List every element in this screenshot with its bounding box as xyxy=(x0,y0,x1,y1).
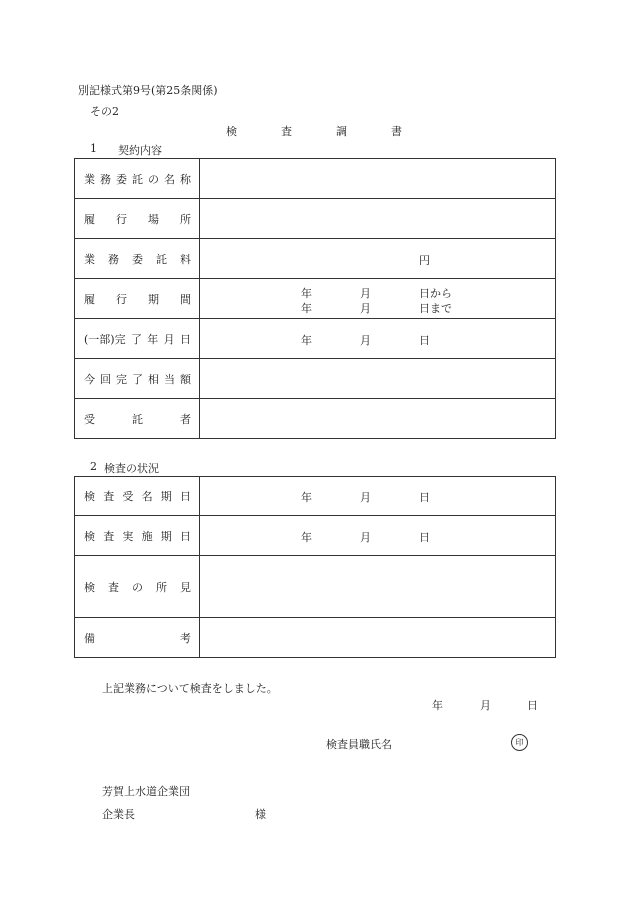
label-char: 額 xyxy=(180,372,191,386)
honorific: 様 xyxy=(255,808,266,821)
table-row xyxy=(75,159,556,199)
section1-title: 契約内容 xyxy=(118,144,162,157)
label-char: 託 xyxy=(156,252,167,266)
request-day: 日 xyxy=(419,491,430,504)
yen-unit: 円 xyxy=(419,254,430,267)
label-char: 間 xyxy=(180,292,191,306)
sign-day: 日 xyxy=(527,699,538,712)
inspection-status-table xyxy=(74,476,556,658)
label-char: 業 xyxy=(84,172,95,186)
table-row xyxy=(75,618,556,658)
label-char: 検 xyxy=(84,490,95,503)
label-char: 月 xyxy=(163,332,175,346)
table-row xyxy=(75,199,556,239)
label-char: 施 xyxy=(141,529,153,543)
period-end-month: 月 xyxy=(360,302,371,315)
label-char: 査 xyxy=(103,490,115,503)
completion-month: 月 xyxy=(360,334,371,347)
period-start-day: 日から xyxy=(419,287,452,300)
table-row xyxy=(75,279,556,319)
label-char: 今 xyxy=(84,372,95,386)
period-field[interactable] xyxy=(200,279,556,319)
inspector-name-label: 検査員職氏名 xyxy=(326,738,392,751)
label-char: 務 xyxy=(100,172,111,186)
form-number: 別記様式第9号(第25条関係) xyxy=(78,84,218,97)
label-char: 名 xyxy=(164,172,175,186)
contract-fee-field[interactable] xyxy=(200,239,556,279)
completed-amount-field[interactable] xyxy=(200,359,556,399)
row-label xyxy=(75,199,200,239)
label-char: 日 xyxy=(179,529,191,543)
section2-number: 2 xyxy=(90,460,97,473)
label-char: 回 xyxy=(100,372,111,386)
title-char: 検 xyxy=(226,125,237,138)
inspection-findings-field[interactable] xyxy=(200,556,556,618)
label-char: 完 xyxy=(116,372,127,386)
row-label xyxy=(75,279,200,319)
label-char: 年 xyxy=(147,332,159,346)
label-char: 見 xyxy=(180,580,191,594)
label-char: 業 xyxy=(84,252,95,266)
label-char: 履 xyxy=(84,212,95,226)
label-char: 委 xyxy=(132,252,143,266)
title-char: 調 xyxy=(336,125,347,138)
label-char: 当 xyxy=(164,372,175,386)
section1-number: 1 xyxy=(90,142,97,155)
inspection-month: 月 xyxy=(360,531,371,544)
row-label xyxy=(75,319,200,359)
inspection-request-date-field[interactable] xyxy=(200,477,556,516)
label-char: 相 xyxy=(148,372,159,386)
sign-year: 年 xyxy=(432,699,443,712)
recipient-title: 企業長 xyxy=(102,808,135,821)
label-char: 行 xyxy=(116,212,127,226)
period-end-year: 年 xyxy=(301,302,312,315)
row-label xyxy=(75,159,200,199)
title-char: 査 xyxy=(281,125,292,138)
table-row xyxy=(75,239,556,279)
label-char: 査 xyxy=(103,529,115,543)
organization-name: 芳賀上水道企業団 xyxy=(102,785,190,798)
label-char: 日 xyxy=(179,490,191,503)
row-label xyxy=(75,399,200,439)
label-char: 期 xyxy=(148,292,159,306)
sign-month: 月 xyxy=(480,699,491,712)
label-char: (一部)完 xyxy=(84,332,126,346)
label-char: 場 xyxy=(148,212,159,226)
period-end-day: 日まで xyxy=(419,302,452,315)
row-label xyxy=(75,618,200,658)
table-row xyxy=(75,516,556,556)
row-label xyxy=(75,477,200,516)
label-char: の xyxy=(132,580,143,594)
table-row xyxy=(75,556,556,618)
label-char: 了 xyxy=(130,332,142,346)
inspection-year: 年 xyxy=(301,531,312,544)
row-label xyxy=(75,516,200,556)
label-char: 検 xyxy=(84,529,95,543)
label-char: 託 xyxy=(132,412,143,426)
label-char: 所 xyxy=(156,580,167,594)
period-start-year: 年 xyxy=(301,287,312,300)
label-char: 者 xyxy=(180,412,191,426)
label-char: 受 xyxy=(84,412,95,426)
label-char: 日 xyxy=(179,332,191,346)
row-label xyxy=(75,239,200,279)
contract-details-table xyxy=(74,158,556,439)
completion-day: 日 xyxy=(419,334,430,347)
completion-date-field[interactable] xyxy=(200,319,556,359)
table-row xyxy=(75,359,556,399)
row-label xyxy=(75,359,200,399)
label-char: 了 xyxy=(132,372,143,386)
statement-text: 上記業務について検査をしました。 xyxy=(102,682,278,695)
label-char: 行 xyxy=(116,292,127,306)
label-char: 託 xyxy=(132,172,143,186)
label-char: 料 xyxy=(180,252,191,266)
request-month: 月 xyxy=(360,491,371,504)
title-char: 書 xyxy=(391,125,402,138)
inspection-day: 日 xyxy=(419,531,430,544)
completion-year: 年 xyxy=(301,334,312,347)
label-char: 実 xyxy=(122,529,134,543)
contract-name-field[interactable] xyxy=(200,159,556,199)
label-char: 所 xyxy=(180,212,191,226)
label-char: 期 xyxy=(160,529,172,543)
label-char: の xyxy=(148,172,159,186)
table-row xyxy=(75,399,556,439)
row-label xyxy=(75,556,200,618)
label-char: 称 xyxy=(180,172,191,186)
label-char: 委 xyxy=(116,172,127,186)
request-year: 年 xyxy=(301,491,312,504)
label-char: 検 xyxy=(84,580,95,594)
label-char: 査 xyxy=(108,580,119,594)
table-row xyxy=(75,477,556,516)
sub-number: その2 xyxy=(90,105,119,118)
location-field[interactable] xyxy=(200,199,556,239)
section2-title: 検査の状況 xyxy=(104,462,159,475)
label-char: 名 xyxy=(141,490,153,503)
label-char: 期 xyxy=(160,490,172,503)
label-char: 受 xyxy=(122,490,134,503)
table-row xyxy=(75,319,556,359)
label-char: 考 xyxy=(180,631,191,645)
contractor-field[interactable] xyxy=(200,399,556,439)
remarks-field[interactable] xyxy=(200,618,556,658)
label-char: 履 xyxy=(84,292,95,306)
label-char: 備 xyxy=(84,631,95,645)
label-char: 務 xyxy=(108,252,119,266)
seal-mark: 印 xyxy=(511,734,528,751)
period-start-month: 月 xyxy=(360,287,371,300)
inspection-date-field[interactable] xyxy=(200,516,556,556)
